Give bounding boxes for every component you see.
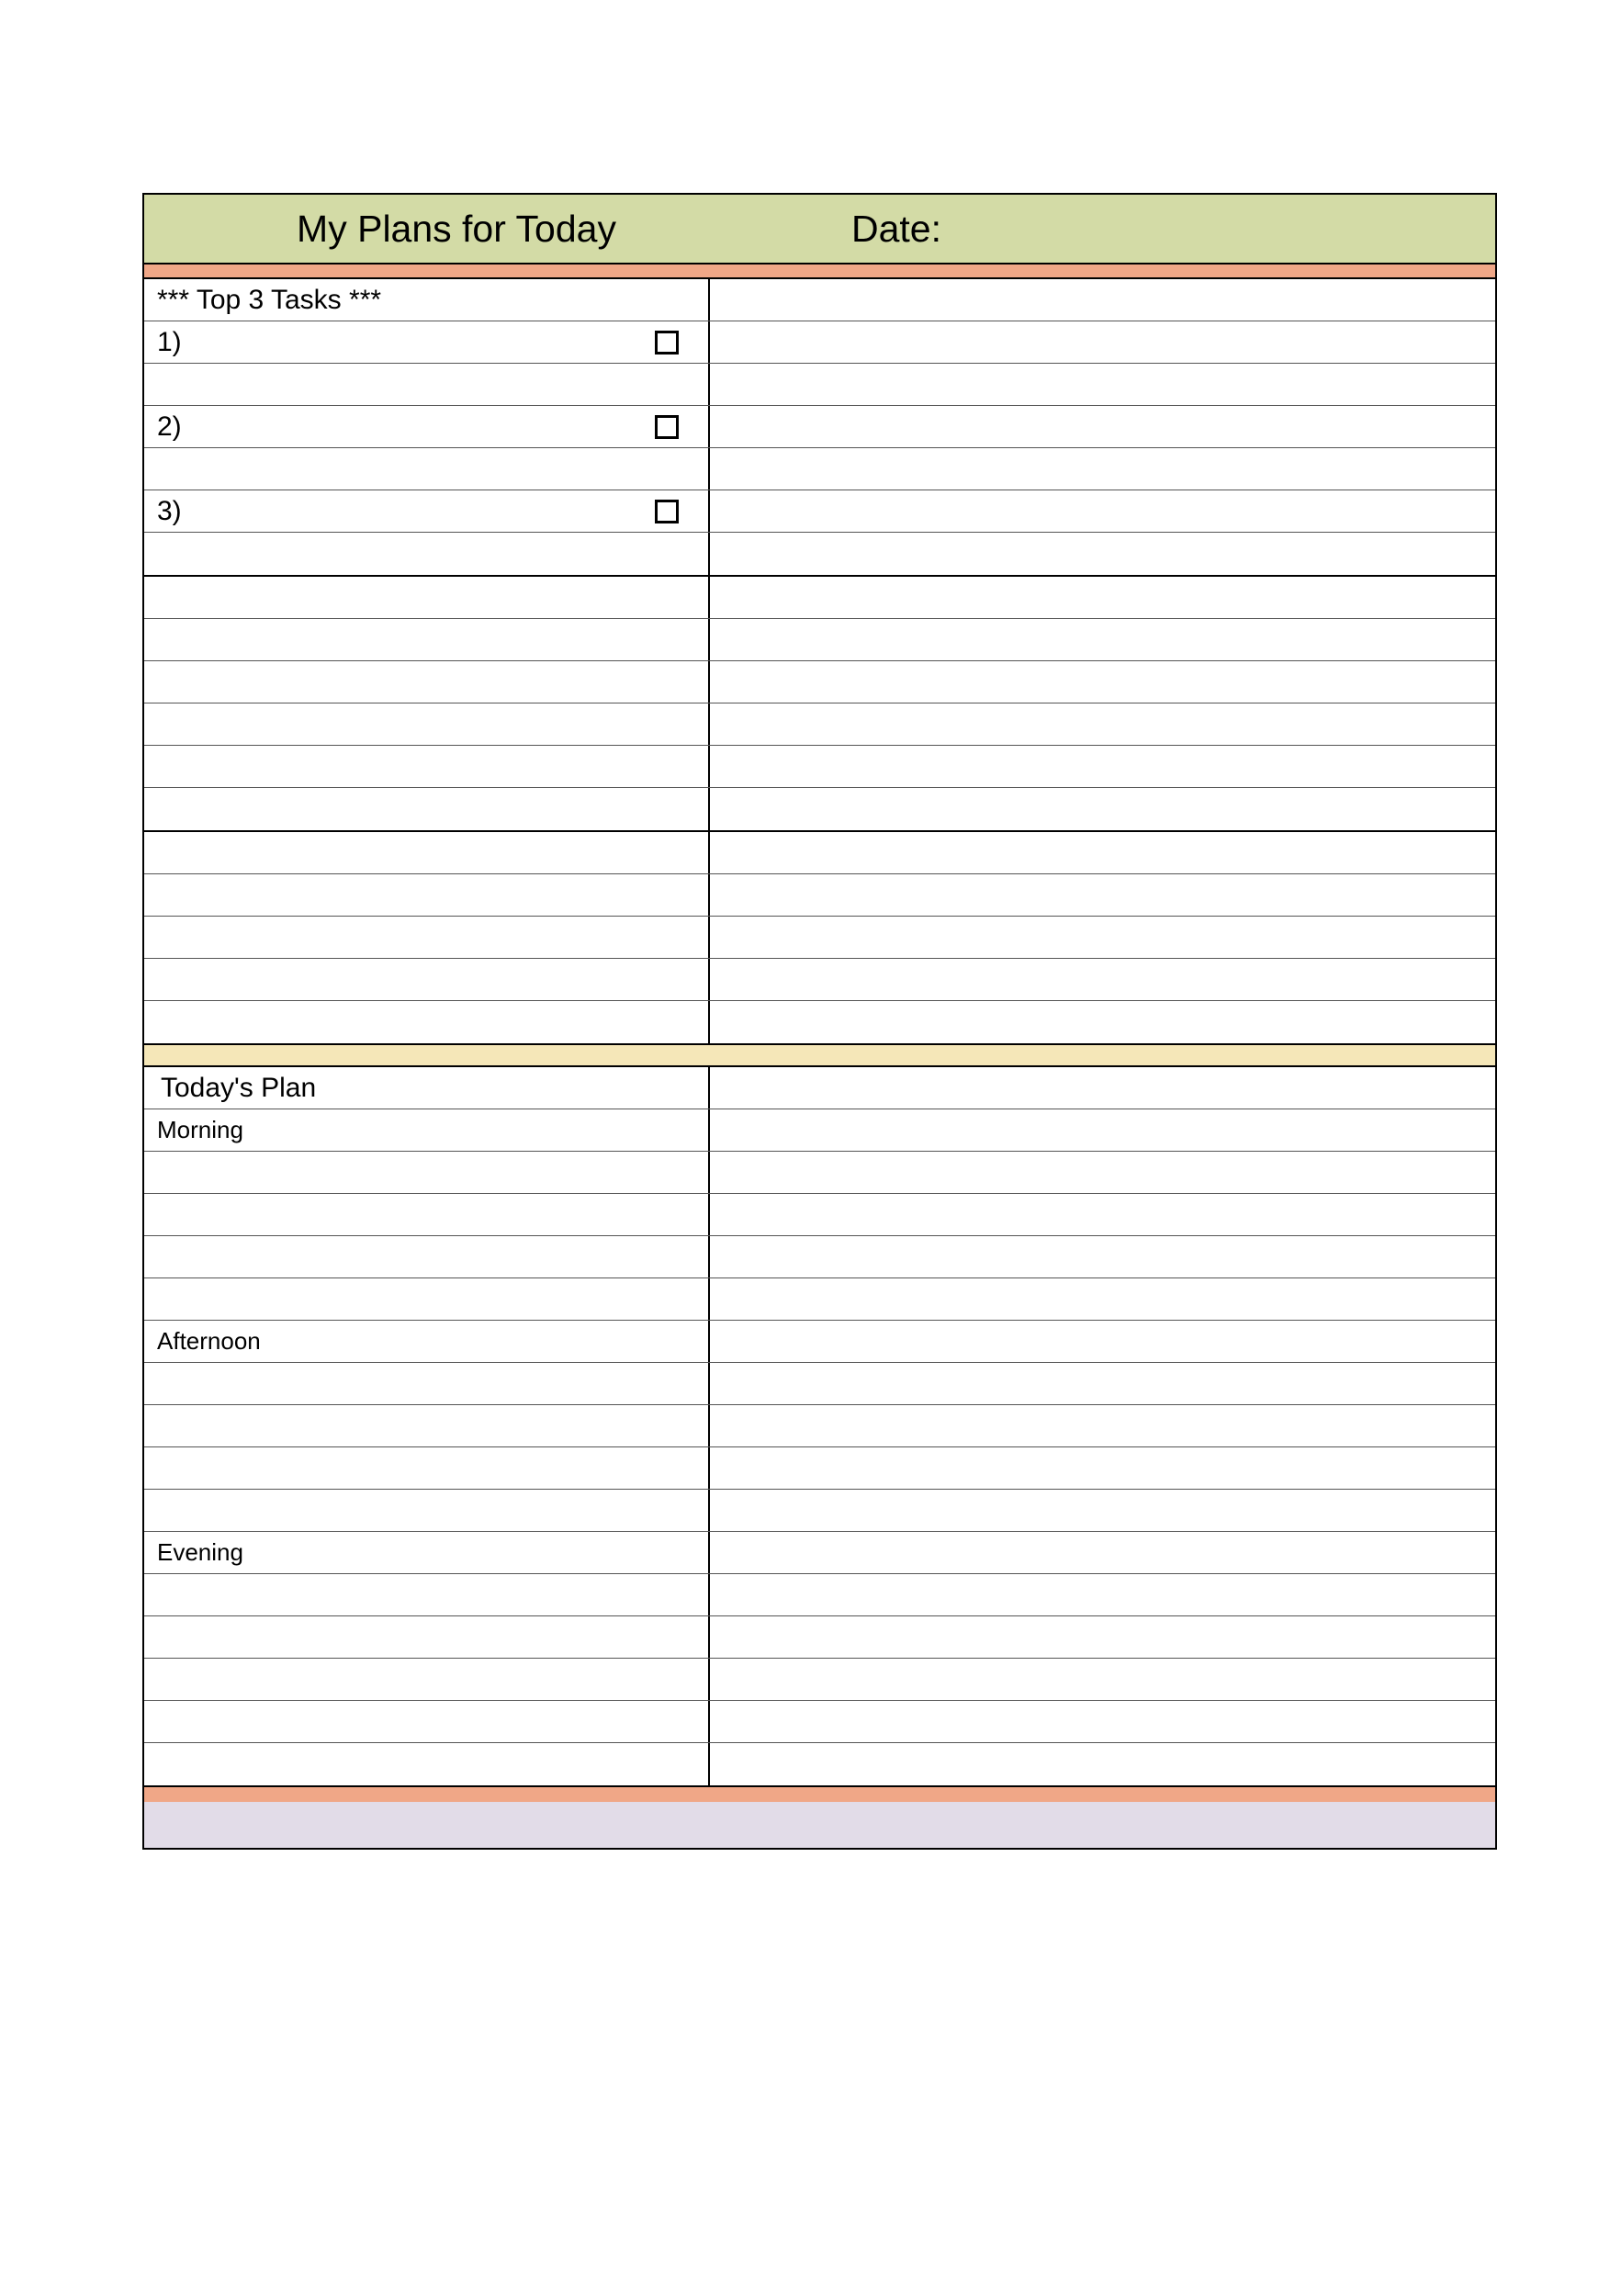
plan-heading-row [144, 1067, 1495, 1109]
plan-evening-right[interactable] [710, 1532, 1495, 1573]
notes-right-cell[interactable] [710, 874, 1495, 916]
table-row [144, 959, 1495, 1001]
notes-left-cell[interactable] [144, 661, 710, 703]
date-label: Date: [851, 207, 941, 250]
plan-left-cell[interactable] [144, 1194, 710, 1235]
footer-accent-bar [142, 1787, 1497, 1802]
plan-afternoon-right[interactable] [710, 1321, 1495, 1362]
page-title: My Plans for Today [297, 207, 616, 250]
table-row [144, 1447, 1495, 1490]
task-row-3-spacer [144, 533, 1495, 575]
notes-right-cell[interactable] [710, 917, 1495, 958]
task-row-2-spacer [144, 448, 1495, 490]
task-row-2 [144, 406, 1495, 448]
task-1-spacer-cell[interactable] [144, 364, 710, 405]
table-row [144, 1001, 1495, 1043]
notes-left-cell[interactable] [144, 832, 710, 873]
table-row [144, 788, 1495, 830]
table-row [144, 917, 1495, 959]
plan-left-cell[interactable] [144, 1278, 710, 1320]
notes-right-cell[interactable] [710, 832, 1495, 873]
task-1-cell[interactable] [144, 321, 710, 363]
section-divider-bar [142, 1045, 1497, 1065]
planner-page [142, 193, 1497, 1850]
task-row-1 [144, 321, 1495, 364]
plan-section-afternoon-row [144, 1321, 1495, 1363]
notes-right-cell[interactable] [710, 703, 1495, 745]
task-2-right[interactable] [710, 406, 1495, 447]
plan-left-cell[interactable] [144, 1236, 710, 1277]
notes-left-cell[interactable] [144, 703, 710, 745]
plan-left-cell[interactable] [144, 1490, 710, 1531]
notes-right-cell[interactable] [710, 1001, 1495, 1043]
plan-left-cell[interactable] [144, 1701, 710, 1742]
plan-left-cell[interactable] [144, 1363, 710, 1404]
plan-right-cell[interactable] [710, 1194, 1495, 1235]
task-1-spacer-right[interactable] [710, 364, 1495, 405]
top-tasks-heading-right[interactable] [710, 279, 1495, 321]
task-3-spacer-right[interactable] [710, 533, 1495, 575]
table-row [144, 1616, 1495, 1659]
task-row-1-spacer [144, 364, 1495, 406]
top-tasks-heading-cell [144, 279, 710, 321]
table-row [144, 874, 1495, 917]
plan-left-cell[interactable] [144, 1616, 710, 1658]
table-row [144, 577, 1495, 619]
notes-right-cell[interactable] [710, 619, 1495, 660]
notes-left-cell[interactable] [144, 788, 710, 830]
table-row [144, 1490, 1495, 1532]
notes-right-cell[interactable] [710, 959, 1495, 1000]
task-3-spacer-cell[interactable] [144, 533, 710, 575]
plan-morning-right[interactable] [710, 1109, 1495, 1151]
plan-right-cell[interactable] [710, 1278, 1495, 1320]
table-row [144, 1405, 1495, 1447]
task-1-checkbox[interactable] [655, 331, 679, 355]
plan-section-morning-cell[interactable] [144, 1109, 710, 1151]
notes-left-cell[interactable] [144, 746, 710, 787]
task-2-cell[interactable] [144, 406, 710, 447]
notes-right-cell[interactable] [710, 577, 1495, 618]
plan-left-cell[interactable] [144, 1447, 710, 1489]
task-1-number: 1) [157, 326, 182, 357]
header-accent-bar [142, 264, 1497, 277]
table-row [144, 1363, 1495, 1405]
notes-right-cell[interactable] [710, 661, 1495, 703]
plan-right-cell[interactable] [710, 1701, 1495, 1742]
notes-left-cell[interactable] [144, 1001, 710, 1043]
task-1-right[interactable] [710, 321, 1495, 363]
task-row-3 [144, 490, 1495, 533]
task-3-cell[interactable] [144, 490, 710, 532]
task-3-checkbox[interactable] [655, 500, 679, 523]
plan-section-evening-row [144, 1532, 1495, 1574]
notes-left-cell[interactable] [144, 959, 710, 1000]
notes-right-cell[interactable] [710, 746, 1495, 787]
plan-left-cell[interactable] [144, 1405, 710, 1446]
table-row [144, 703, 1495, 746]
notes-left-cell[interactable] [144, 577, 710, 618]
top-tasks-heading: *** Top 3 Tasks *** [157, 284, 382, 315]
task-2-spacer-right[interactable] [710, 448, 1495, 490]
plan-right-cell[interactable] [710, 1616, 1495, 1658]
plan-heading: Today's Plan [161, 1072, 317, 1103]
task-2-number: 2) [157, 411, 182, 442]
plan-right-cell[interactable] [710, 1363, 1495, 1404]
table-row [144, 1659, 1495, 1701]
todays-plan-block [142, 1065, 1497, 1787]
table-row [144, 746, 1495, 788]
plan-heading-cell [144, 1067, 710, 1109]
table-row [144, 619, 1495, 661]
plan-left-cell[interactable] [144, 1574, 710, 1615]
plan-right-cell[interactable] [710, 1659, 1495, 1700]
notes-left-cell[interactable] [144, 917, 710, 958]
plan-left-cell[interactable] [144, 1152, 710, 1193]
notes-block-one [142, 577, 1497, 832]
task-3-right[interactable] [710, 490, 1495, 532]
notes-block-two [142, 832, 1497, 1045]
task-3-number: 3) [157, 495, 182, 526]
plan-section-evening-cell[interactable] [144, 1532, 710, 1573]
plan-left-cell[interactable] [144, 1743, 710, 1785]
plan-section-morning-row [144, 1109, 1495, 1152]
task-2-checkbox[interactable] [655, 415, 679, 439]
notes-left-cell[interactable] [144, 874, 710, 916]
notes-left-cell[interactable] [144, 619, 710, 660]
task-2-spacer-cell[interactable] [144, 448, 710, 490]
table-row [144, 1574, 1495, 1616]
top-tasks-heading-row [144, 279, 1495, 321]
table-row [144, 1236, 1495, 1278]
plan-right-cell[interactable] [710, 1490, 1495, 1531]
plan-right-cell[interactable] [710, 1743, 1495, 1785]
top-tasks-block [142, 277, 1497, 577]
table-row [144, 1152, 1495, 1194]
table-row [144, 1743, 1495, 1785]
table-row [144, 1701, 1495, 1743]
plan-section-afternoon-label: Afternoon [157, 1327, 261, 1355]
plan-right-cell[interactable] [710, 1152, 1495, 1193]
plan-section-afternoon-cell[interactable] [144, 1321, 710, 1362]
footer-band [142, 1802, 1497, 1850]
plan-right-cell[interactable] [710, 1236, 1495, 1277]
plan-heading-right[interactable] [710, 1067, 1495, 1109]
plan-left-cell[interactable] [144, 1659, 710, 1700]
plan-section-morning-label: Morning [157, 1116, 243, 1143]
page-header [142, 193, 1497, 264]
plan-section-evening-label: Evening [157, 1538, 243, 1566]
plan-right-cell[interactable] [710, 1574, 1495, 1615]
notes-right-cell[interactable] [710, 788, 1495, 830]
table-row [144, 1278, 1495, 1321]
table-row [144, 661, 1495, 703]
plan-right-cell[interactable] [710, 1405, 1495, 1446]
table-row [144, 1194, 1495, 1236]
plan-right-cell[interactable] [710, 1447, 1495, 1489]
table-row [144, 832, 1495, 874]
